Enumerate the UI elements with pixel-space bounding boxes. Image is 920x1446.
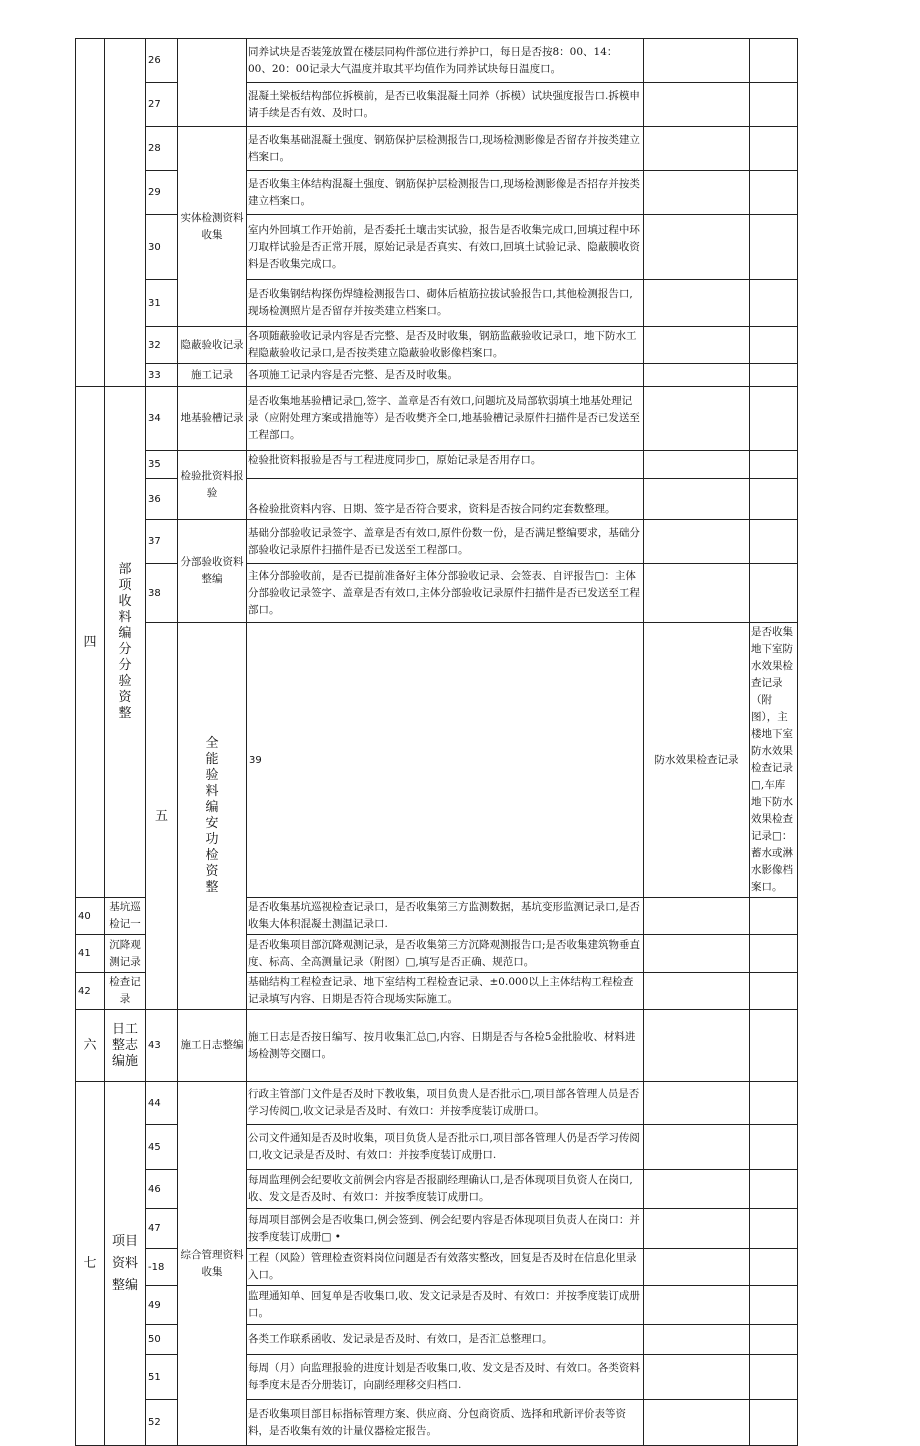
result-cell: [644, 1082, 750, 1125]
row-content: 工程（风险）管理检查资料岗位问题是否有效落实整改，回复是否及时在信息化里录入口。: [247, 1249, 644, 1286]
row-number: 52: [146, 1400, 178, 1446]
result-cell: [644, 1355, 750, 1400]
row-content: 施工日志是否按日编写、按月收集汇总□,内容、日期是否与各检5金批脸收、材料进场检测等交圈口。: [247, 1010, 644, 1082]
section-category: [105, 1010, 146, 1082]
row-number: 30: [146, 215, 178, 280]
row-number: 41: [76, 935, 105, 973]
row-number: 33: [146, 364, 178, 387]
row-number: 27: [146, 83, 178, 127]
row-number: 49: [146, 1286, 178, 1325]
result-cell: [644, 1249, 750, 1286]
row-number: 44: [146, 1082, 178, 1125]
section-number: 六: [76, 1010, 105, 1082]
table-row: [76, 1082, 798, 1125]
remark-cell: [750, 39, 798, 83]
row-number: 40: [76, 898, 105, 935]
row-number: -18: [146, 1249, 178, 1286]
remark-cell: [750, 898, 798, 935]
result-cell: [644, 1010, 750, 1082]
row-number: 32: [146, 327, 178, 364]
section-number: 七: [76, 1082, 105, 1446]
row-content: 各项施工记录内容是否完整、是否及时收集。: [247, 364, 644, 387]
row-number: 43: [146, 1010, 178, 1082]
remark-cell: [750, 451, 798, 479]
result-cell: [644, 127, 750, 171]
row-number: 35: [146, 451, 178, 479]
remark-cell: [750, 973, 798, 1010]
section-category: [105, 39, 146, 387]
table-row: [76, 127, 798, 171]
result-cell: [644, 327, 750, 364]
remark-cell: [750, 1170, 798, 1209]
row-number: 34: [146, 387, 178, 451]
table-row: [76, 364, 798, 387]
result-cell: [644, 520, 750, 564]
subcategory-empty: [178, 39, 247, 127]
section-category: [105, 1082, 146, 1446]
checklist-table: [75, 38, 798, 1446]
result-cell: [644, 215, 750, 280]
row-content: 每周监理例会纪要收文前例会内容是否报副经理确认口,是否体现项目负资人在岗口,收、发文是否及时、有效口：并按季度装订成册口。: [247, 1170, 644, 1209]
row-number: 50: [146, 1325, 178, 1355]
row-content: 同养试块是否装笼放置在楼层同构件部位进行养护口，每日是否按8：00、14：00、20：00记录大气温度并取其平均值作为同养试块每日温度口。: [247, 39, 644, 83]
row-content: 混凝土梁板结构部位拆模前，是否已收集混凝土同养（拆模）试块强度报告口.拆模申请手续是否有效、及时口。: [247, 83, 644, 127]
remark-cell: [750, 1325, 798, 1355]
remark-cell: [750, 1249, 798, 1286]
result-cell: [644, 83, 750, 127]
row-content: 各类工作联系函收、发记录是否及时、有效口，是否汇总整理口。: [247, 1325, 644, 1355]
result-cell: [644, 171, 750, 215]
row-number: 46: [146, 1170, 178, 1209]
row-content: 是否收集地下室防水效果检查记录（附图），主楼地下室防水效果检查记录□,车库地下防水效果检查记录□：蓄水或淋水影像档案口。: [750, 623, 798, 898]
table-row: [76, 1010, 798, 1082]
remark-cell: [750, 479, 798, 520]
remark-cell: [750, 364, 798, 387]
row-number: 38: [146, 564, 178, 623]
result-cell: [644, 280, 750, 327]
remark-cell: [750, 520, 798, 564]
subcategory: 检验批资料报验: [178, 451, 247, 520]
result-cell: [644, 364, 750, 387]
section-category-text: 全能验料编安功检资整: [205, 736, 219, 895]
row-content: 基础结构工程检查记录、地下室结构工程检查记录、±0.000以上主体结构工程检查记录填写内容、日期是否符合现场实际施工。: [247, 973, 644, 1010]
row-content: 行政主管部门文件是否及时下教收集，项目负贵人是否批示□,项目部各管理人员是否学习传阅□,收文记录是否及时、有效口：并按季度装订成册口。: [247, 1082, 644, 1125]
section-number: 五: [146, 623, 178, 1010]
subcategory: 检查记录: [105, 973, 146, 1010]
section-category: [105, 387, 146, 898]
row-content: 公司文件通知是否及时收集，项目负货人是否批示口,项目部各管理人仍是否学习传阅口,收文记录是否及时、有效口：并按季度装订成册口.: [247, 1125, 644, 1170]
result-cell: [644, 564, 750, 623]
row-content: 每周项目部例会是否收集口,例会签到、例会纪要内容是否体现项目负责人在岗口：并按季度装订成册□ •: [247, 1209, 644, 1249]
row-content: 是否收集项目部目标指标管理方案、供应商、分包商资质、选择和玳新评价表等资料，是否收集有效的计量仪器检定报告。: [247, 1400, 644, 1446]
result-cell: [644, 935, 750, 973]
result-cell: [644, 1400, 750, 1446]
result-cell: [644, 1209, 750, 1249]
table-row: [76, 520, 798, 564]
subcategory: 基坑巡检记一: [105, 898, 146, 935]
row-content: 基础分部验收记录签字、盖章是否有效口,原件份数一份，是否满足整编要求，基础分部验收记录原件扫描件是否已发送至工程部口。: [247, 520, 644, 564]
row-number: 37: [146, 520, 178, 564]
row-content: 是否收集钢结构探伤焊缝检测报告口、砌体后植筋拉拔试验报告口,其他检测报告口,现场检测照片是否留存并按类建立档案口。: [247, 280, 644, 327]
row-number: 28: [146, 127, 178, 171]
row-content: 主体分部验收前，是否已提前准备好主体分部验收记录、会签表、自评报告□：主体分部验收记录签字、盖章是否有效口,主体分部验收记录原件扫描件是否已发送至工程部口。: [247, 564, 644, 623]
row-content: 是否收集地基验槽记录□,签字、盖章是否有效口,问题坑及局部软弱填土地基处理记录（应附处理方案或措施等）是否收樊齐全口,地基验槽记录原件扫描件是否已发送至工程部口。: [247, 387, 644, 451]
result-cell: [644, 39, 750, 83]
row-content: 检验批资料报验是否与工程进度同步□，原始记录是否用存口。: [247, 451, 644, 479]
row-content: 监理通知单、回复单是否收集口,收、发文记录是否及时、有效口：并按季度装订成册口。: [247, 1286, 644, 1325]
row-number: 51: [146, 1355, 178, 1400]
remark-cell: [750, 215, 798, 280]
section-number: [76, 39, 105, 387]
remark-cell: [750, 1010, 798, 1082]
remark-cell: [750, 387, 798, 451]
subcategory: 沉降观测记录: [105, 935, 146, 973]
table-row: [76, 623, 798, 898]
section-category: [178, 623, 247, 1010]
remark-cell: [750, 327, 798, 364]
table-row: [76, 451, 798, 479]
remark-cell: [750, 1400, 798, 1446]
row-number: 39: [247, 623, 644, 898]
row-content: 各检验批资料内容、日期、签字是否符合要求，资料是否按合同约定套数整理。: [247, 479, 644, 520]
subcategory: 分部验收资料整编: [178, 520, 247, 623]
row-number: 31: [146, 280, 178, 327]
result-cell: [644, 1286, 750, 1325]
result-cell: [644, 1170, 750, 1209]
remark-cell: [750, 127, 798, 171]
subcategory: 地基验槽记录: [178, 387, 247, 451]
remark-cell: [750, 280, 798, 327]
remark-cell: [750, 171, 798, 215]
result-cell: [644, 898, 750, 935]
subcategory: 隐蔽验收记录: [178, 327, 247, 364]
remark-cell: [750, 1125, 798, 1170]
table-row: [76, 39, 798, 83]
row-number: 47: [146, 1209, 178, 1249]
section-number: 四: [76, 387, 105, 898]
section-category-text: 部项收料编分分验资整: [118, 562, 132, 721]
result-cell: [644, 1125, 750, 1170]
result-cell: [644, 479, 750, 520]
row-content: 各项随蔽验收记录内容是否完整、是否及时收集，钢筋监蔽验收记录口，地下防水工程隐蔽验收记录口,是否按类建立隐蔽验收影像档案口。: [247, 327, 644, 364]
row-content: 每周（月）向监理报验的进度计划是否收集口,收、发文是否及时、有效口。各类资料每季度末是否分册装订，向副经理移交归档口.: [247, 1355, 644, 1400]
row-number: 45: [146, 1125, 178, 1170]
remark-cell: [750, 564, 798, 623]
row-content: 是否收集基础混凝土强度、钢筋保护层检测报告口,现场检测影像是否留存并按类建立档案口。: [247, 127, 644, 171]
row-number: 29: [146, 171, 178, 215]
remark-cell: [750, 935, 798, 973]
row-number: 42: [76, 973, 105, 1010]
table-row: [76, 327, 798, 364]
row-content: 是否收集主体结构混凝土强度、钢筋保护层检测报告口,现场检测影像是否招存并按类建立档案口。: [247, 171, 644, 215]
subcategory: 防水效果检查记录: [644, 623, 750, 898]
remark-cell: [750, 1082, 798, 1125]
row-number: 36: [146, 479, 178, 520]
section-category-text: 项目资料整编: [112, 1233, 139, 1293]
subcategory: 施工日志整编: [178, 1010, 247, 1082]
remark-cell: [750, 1209, 798, 1249]
result-cell: [644, 387, 750, 451]
result-cell: [644, 1325, 750, 1355]
row-number: 26: [146, 39, 178, 83]
remark-cell: [750, 1286, 798, 1325]
remark-cell: [750, 1355, 798, 1400]
remark-cell: [750, 83, 798, 127]
section-category-text: 日工整志编施: [112, 1021, 139, 1069]
row-content: 是否收集基坑巡视检查记录口，是否收集第三方监测数据，基坑变形监测记录口,是否收集大体积混凝土测温记录口.: [247, 898, 644, 935]
table-row: [76, 387, 798, 451]
result-cell: [644, 451, 750, 479]
subcategory: 施工记录: [178, 364, 247, 387]
row-content: 是否收集项目部沉降观测记录，是否收集第三方沉降观测报告口;是否收集建筑物垂直度、标高、全高测量记录（附图）□,填写是否正确、规范口。: [247, 935, 644, 973]
row-content: 室内外回填工作开始前，是否委托土壤击实试验，报告是否收集完成口,回填过程中环刀取样试验是否正常开展，原始记录是否真实、有效口,回填土试验记录、隐蔽膜收资料是否收集完成口。: [247, 215, 644, 280]
subcategory: 实体检测资料收集: [178, 127, 247, 327]
subcategory: 综合管理资料收集: [178, 1082, 247, 1446]
result-cell: [644, 973, 750, 1010]
